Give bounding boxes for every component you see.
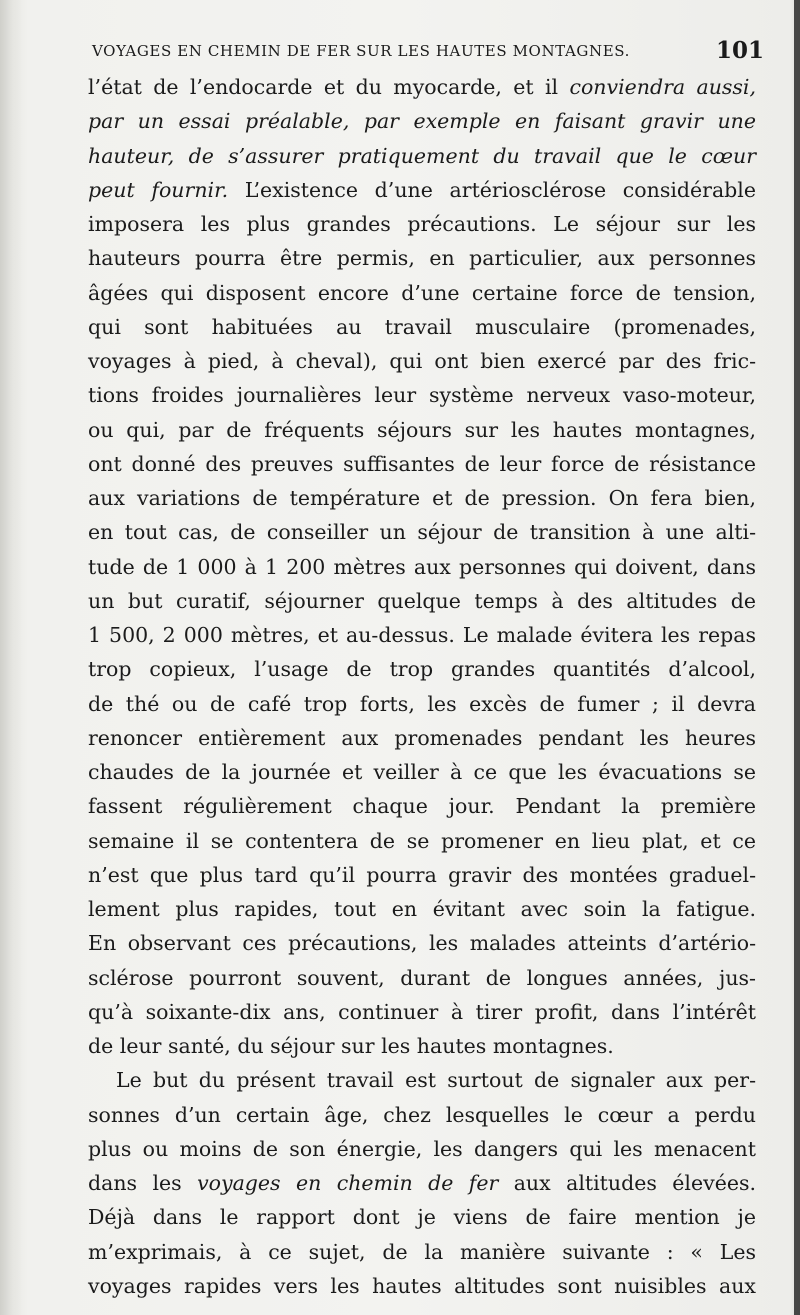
text-segment: voyages à pied, à cheval), qui ont bien exercé par des fric-: [88, 349, 756, 373]
text-segment: dans les: [88, 1171, 198, 1195]
text-line: [88, 70, 756, 104]
text-segment: sonnes d’un certain âge, chez lesquelles le cœur a perdu: [88, 1102, 756, 1127]
text-line: [88, 207, 756, 241]
text-segment: âgées qui disposent encore d’une certaine force de tension,: [88, 280, 756, 305]
text-segment: trop copieux, l’usage de trop grandes quantités d’alcool,: [88, 657, 756, 682]
text-line: [88, 139, 756, 173]
text-line: [88, 550, 756, 584]
text-line: [88, 344, 756, 378]
text-line: [88, 104, 756, 138]
text-segment: Déjà dans le rapport dont je viens de faire mention je: [88, 1205, 756, 1230]
text-line: [88, 1269, 756, 1303]
text-line: [88, 1029, 756, 1063]
text-line: [88, 447, 756, 481]
text-line: [88, 584, 756, 618]
text-line: [88, 276, 756, 310]
text-line: [88, 926, 756, 960]
text-segment: chaudes de la journée et veiller à ce que les évacuations se: [88, 760, 756, 784]
text-segment: voyages rapides vers les hautes altitudes sont nuisibles aux: [88, 1273, 756, 1298]
text-line: [88, 173, 756, 207]
text-line: [88, 961, 756, 995]
text-line: [88, 618, 756, 652]
text-line: [88, 378, 756, 412]
text-line: [88, 1098, 756, 1132]
text-line: [88, 652, 756, 686]
text-segment: L’existence d’une artériosclérose considérable: [228, 177, 756, 202]
text-line: [88, 755, 756, 789]
text-line: [88, 413, 756, 447]
text-segment: tude de 1 000 à 1 200 mètres aux personnes qui doivent, dans: [88, 554, 756, 579]
text-segment: ou qui, par de fréquents séjours sur les hautes montagnes,: [88, 417, 756, 442]
text-line: [88, 515, 756, 549]
italic-text-segment: peut fournir.: [88, 177, 229, 202]
text-segment: qui sont habituées au travail musculaire (promenades,: [88, 314, 756, 339]
text-line: [88, 481, 756, 515]
text-line: [88, 1166, 756, 1200]
text-line: [88, 1200, 756, 1234]
page-left-shadow: [0, 0, 22, 1315]
text-segment: aux altitudes élevées.: [498, 1171, 756, 1195]
text-segment: l’état de l’endocarde et du myocarde, et il: [88, 75, 570, 99]
text-segment: tions froides journalières leur système nerveux vaso-moteur,: [88, 383, 756, 408]
text-line: [88, 789, 756, 823]
text-segment: fassent régulièrement chaque jour. Pendant la première: [88, 794, 756, 819]
text-line: [88, 824, 756, 858]
text-segment: imposera les plus grandes précautions. Le séjour sur les: [88, 212, 756, 236]
italic-text-segment: voyages en chemin de fer: [197, 1171, 499, 1195]
text-line: [88, 892, 756, 926]
text-segment: En observant ces précautions, les malades atteints d’artério-: [88, 931, 756, 956]
text-segment: hauteurs pourra être permis, en particulier, aux personnes: [88, 246, 756, 271]
text-segment: aux variations de température et de pression. On fera bien,: [88, 486, 756, 510]
text-segment: en tout cas, de conseiller un séjour de transition à une alti-: [88, 520, 756, 545]
text-line: [88, 858, 756, 892]
text-segment: de leur santé, du séjour sur les hautes montagnes.: [88, 1034, 614, 1058]
italic-text-segment: hauteur, de s’assurer pratiquement du travail que le cœur: [88, 143, 756, 168]
text-line: [88, 241, 756, 275]
text-line: [88, 721, 756, 755]
text-line: [88, 687, 756, 721]
text-segment: n’est que plus tard qu’il pourra gravir des montées graduel-: [88, 862, 756, 887]
text-segment: 1 500, 2 000 mètres, et au-dessus. Le malade évitera les repas: [88, 623, 756, 647]
page-number: 101: [715, 37, 764, 64]
text-line: [88, 1132, 756, 1166]
text-segment: un but curatif, séjourner quelque temps à des altitudes de: [88, 588, 756, 613]
text-segment: lement plus rapides, tout en évitant avec soin la fatigue.: [88, 897, 756, 921]
text-segment: ont donné des preuves suffisantes de leur force de résistance: [88, 451, 756, 476]
body-text: [88, 70, 756, 1303]
text-segment: sclérose pourront souvent, durant de longues années, jus-: [88, 965, 756, 990]
italic-text-segment: par un essai préalable, par exemple en faisant gravir une: [88, 109, 756, 134]
text-segment: plus ou moins de son énergie, les dangers qui les menacent: [88, 1136, 756, 1161]
text-segment: qu’à soixante-dix ans, continuer à tirer profit, dans l’intérêt: [88, 999, 756, 1024]
running-title: VOYAGES EN CHEMIN DE FER SUR LES HAUTES MONTAGNES.: [92, 42, 630, 60]
text-segment: de thé ou de café trop forts, les excès de fumer ; il devra: [88, 691, 756, 716]
text-segment: renoncer entièrement aux promenades pendant les heures: [88, 725, 756, 750]
page-right-edge: [794, 0, 800, 1315]
text-segment: semaine il se contentera de se promener en lieu plat, et ce: [88, 828, 756, 853]
text-line: [88, 1235, 756, 1269]
italic-text-segment: conviendra aussi,: [569, 75, 757, 99]
text-line: [88, 1063, 756, 1097]
text-line: [88, 310, 756, 344]
text-segment: Le but du présent travail est surtout de signaler aux per-: [116, 1068, 756, 1093]
text-line: [88, 995, 756, 1029]
text-segment: m’exprimais, à ce sujet, de la manière suivante : « Les: [88, 1239, 756, 1264]
running-head: [92, 36, 764, 66]
